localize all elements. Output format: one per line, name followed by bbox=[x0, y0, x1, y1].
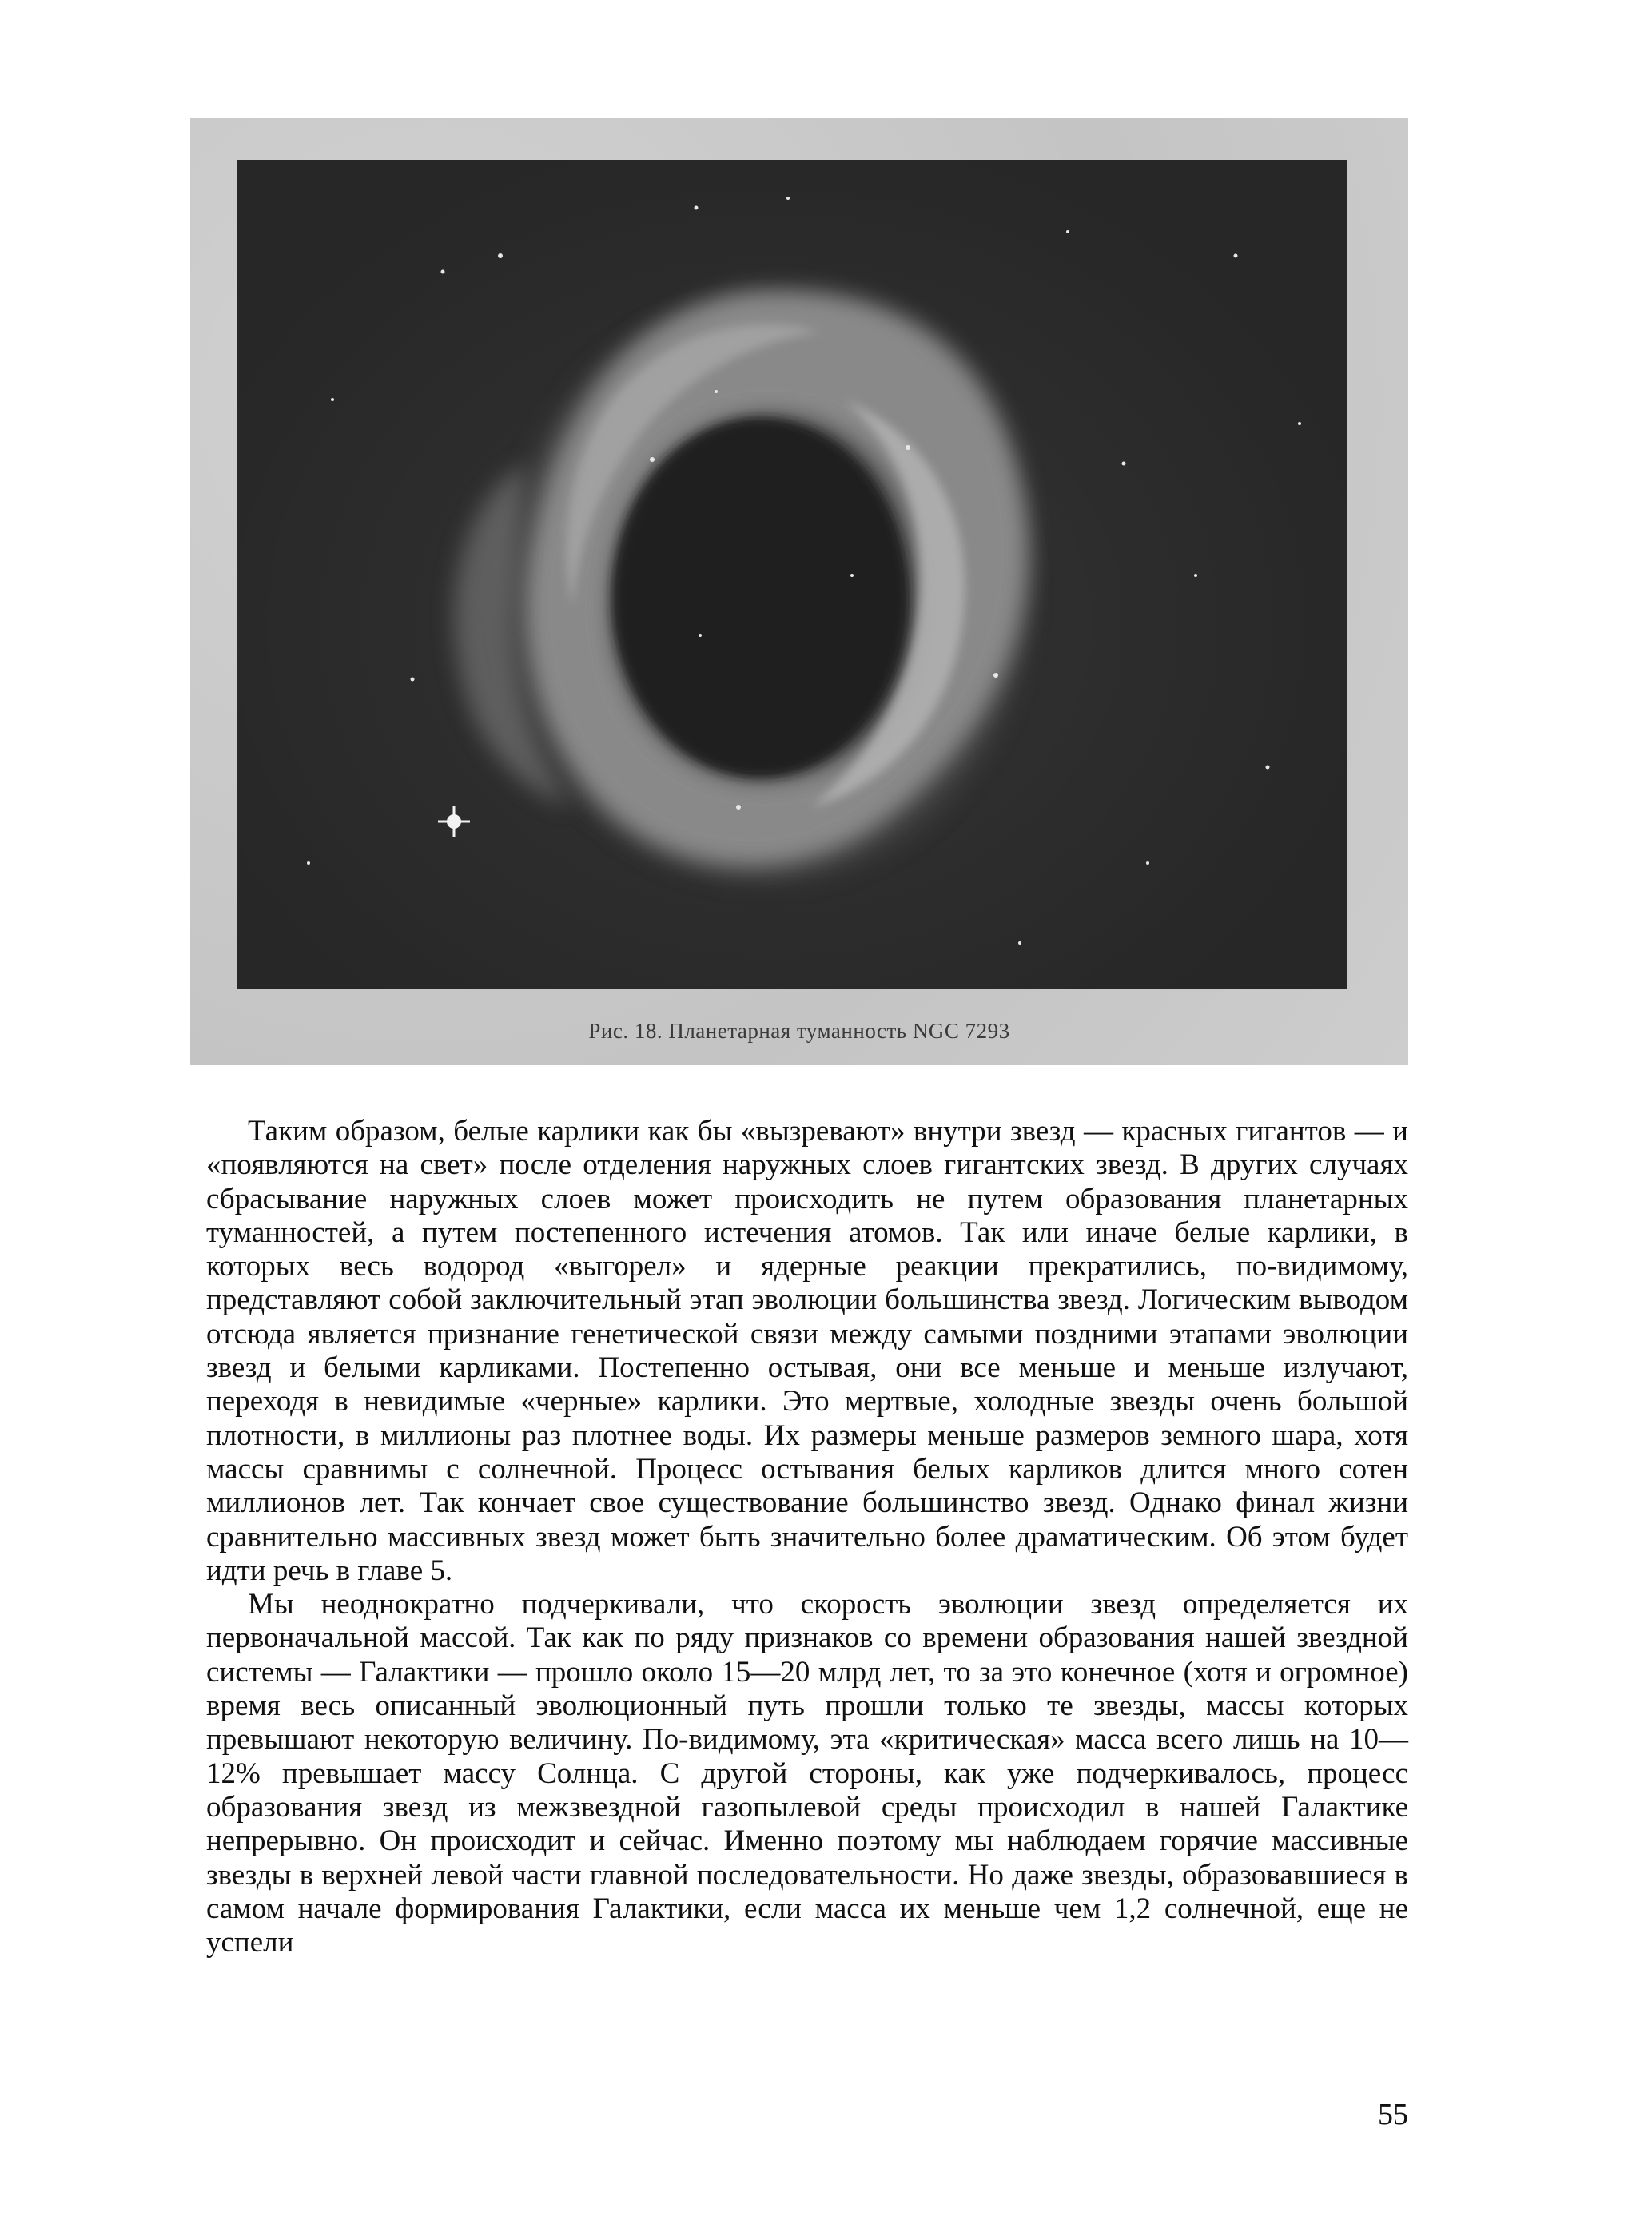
nebula-photo bbox=[237, 160, 1347, 989]
paragraph: Мы неоднократно подчеркивали, что скорость эволюции звезд определяется их первоначальной массой. Так как по ряду признаков со времени образования нашей звездной системы — Галактики — прошло около 15—20 млрд лет, то за это конечное (хотя и огромное) время весь описанный эволюционный путь прошли только те звезды, массы которых превышают некоторую величину. По-видимому, эта «критическая» масса всего лишь на 10—12% превышает массу Солнца. С другой стороны, как уже подчеркивалось, процесс образования звезд из межзвездной газопылевой среды происходил в нашей Галактике непрерывно. Он происходит и сейчас. Именно поэтому мы наблюдаем горячие массивные звезды в верхней левой части главной последовательности. Но даже звезды, образовавшиеся в самом начале формирования Галактики, если масса их меньше чем 1,2 солнечной, еще не успели bbox=[206, 1588, 1408, 1959]
figure bbox=[190, 118, 1408, 1065]
paragraph: Таким образом, белые карлики как бы «вызревают» внутри звезд — красных гигантов — и «появляются на свет» после отделения наружных слоев гигантских звезд. В других случаях сбрасывание наружных слоев может происходить не путем образования планетарных туманностей, а путем постепенного истечения атомов. Так или иначе белые карлики, в которых весь водород «выгорел» и ядерные реакции прекратились, по-видимому, представляют собой заключительный этап эволюции большинства звезд. Логическим выводом отсюда является признание генетической связи между самыми поздними этапами эволюции звезд и белыми карликами. Постепенно остывая, они все меньше и меньше излучают, переходя в невидимые «черные» карлики. Это мертвые, холодные звезды очень большой плотности, в миллионы раз плотнее воды. Их размеры меньше размеров земного шара, хотя массы сравнимы с солнечной. Процесс остывания белых карликов длится много сотен миллионов лет. Так кончает свое существование большинство звезд. Однако финал жизни сравнительно массивных звезд может быть значительно более драматическим. Об этом будет идти речь в главе 5. bbox=[206, 1115, 1408, 1587]
figure-caption: Рис. 18. Планетарная туманность NGC 7293 bbox=[588, 1019, 1010, 1043]
page-number: 55 bbox=[1378, 2098, 1408, 2131]
nebula-image bbox=[237, 160, 1347, 989]
body-text bbox=[206, 1115, 1408, 1959]
